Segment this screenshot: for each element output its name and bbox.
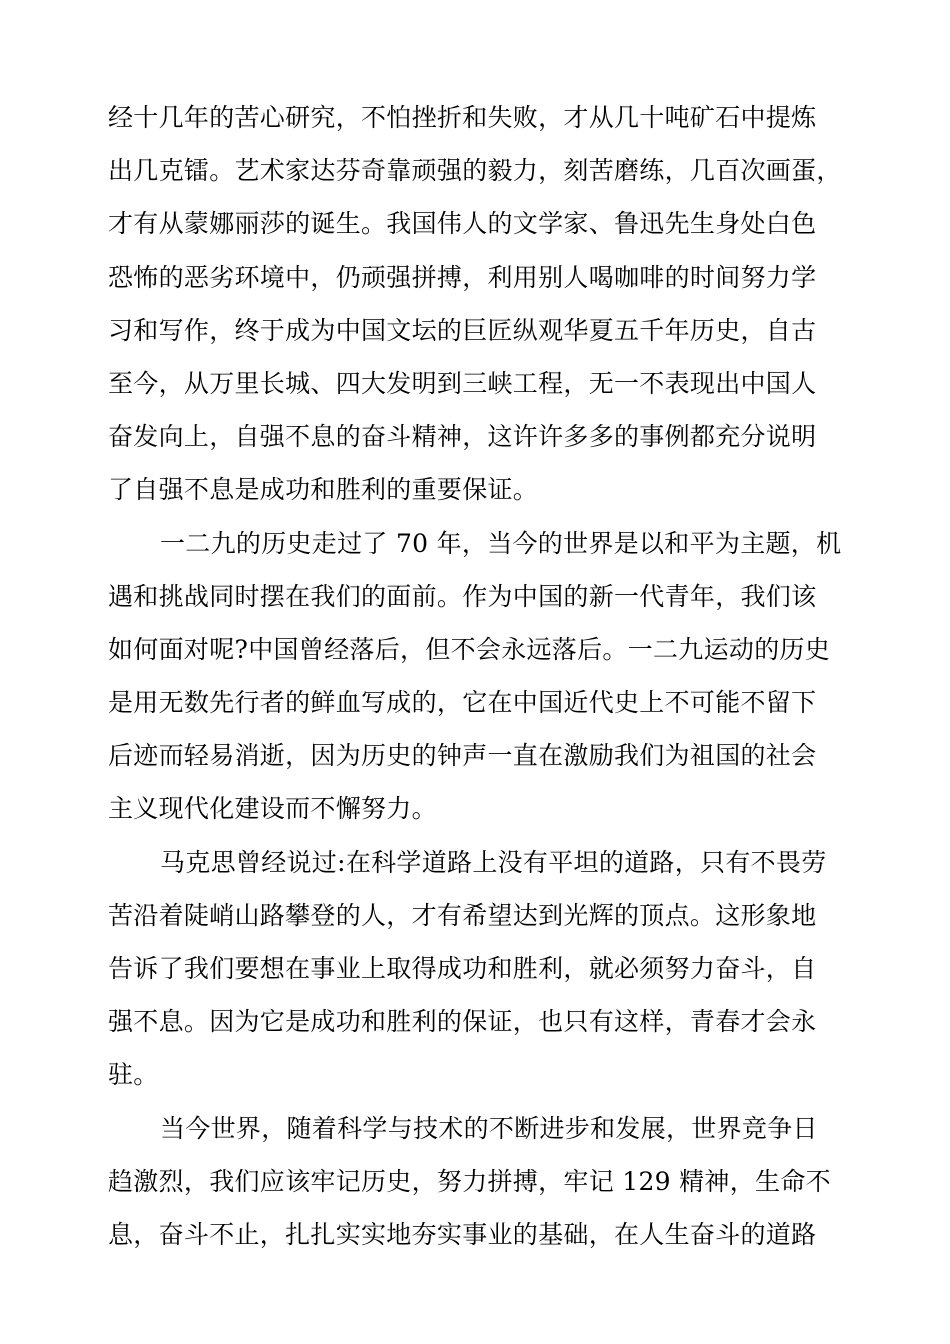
text-line: 强不息。因为它是成功和胜利的保证，也只有这样，青春才会永: [108, 1007, 817, 1037]
paragraph: [108, 836, 838, 1102]
paragraph: [108, 517, 842, 836]
paragraph: [108, 91, 842, 517]
text-line: 马克思曾经说过:在科学道路上没有平坦的道路，只有不畏劳: [160, 847, 827, 877]
text-line: 当今世界，随着科学与技术的不断进步和发展，世界竞争日: [160, 1113, 818, 1143]
text-line: 恐怖的恶劣环境中，仍顽强拼搏，利用别人喝咖啡的时间努力学: [108, 262, 817, 292]
text-line: 告诉了我们要想在事业上取得成功和胜利，就必须努力奋斗，自: [108, 954, 817, 983]
paragraph: [108, 1102, 838, 1262]
text-line: 如何面对呢?中国曾经落后，但不会永远落后。一二九运动的历史: [108, 634, 831, 664]
text-line: 是用无数先行者的鲜血写成的，它在中国近代史上不可能不留下: [108, 688, 817, 718]
text-line: 驻。: [108, 1060, 159, 1090]
text-line: 至今，从万里长城、四大发明到三峡工程，无一不表现出中国人: [108, 368, 817, 398]
text-line: 奋发向上，自强不息的奋斗精神，这许许多多的事例都充分说明: [108, 422, 817, 452]
text-line: 苦沿着陡峭山路攀登的人，才有希望达到光辉的顶点。这形象地: [108, 900, 817, 930]
text-line: 一二九的历史走过了 70 年，当今的世界是以和平为主题，机: [160, 528, 842, 558]
text-line: 主义现代化建设而不懈努力。: [108, 794, 437, 824]
text-line: 经十几年的苦心研究，不怕挫折和失败，才从几十吨矿石中提炼: [108, 103, 817, 132]
text-line: 趋激烈，我们应该牢记历史，努力拼搏，牢记 129 精神，生命不: [108, 1166, 831, 1196]
text-line: 了自强不息是成功和胜利的重要保证。: [108, 475, 539, 505]
text-line: 后迹而轻易消逝，因为历史的钟声一直在激励我们为祖国的社会: [108, 741, 817, 771]
text-line: 出几克镭。艺术家达芬奇靠顽强的毅力，刻苦磨练，几百次画蛋，: [108, 156, 842, 186]
text-line: 习和写作，终于成为中国文坛的巨匠纵观华夏五千年历史，自古: [108, 315, 817, 345]
text-line: 息，奋斗不止，扎扎实实地夯实事业的基础，在人生奋斗的道路: [108, 1219, 817, 1249]
body-text: [108, 91, 842, 1261]
text-line: 才有从蒙娜丽莎的诞生。我国伟人的文学家、鲁迅先生身处白色: [108, 209, 817, 239]
text-line: 遇和挑战同时摆在我们的面前。作为中国的新一代青年，我们该: [108, 581, 817, 611]
